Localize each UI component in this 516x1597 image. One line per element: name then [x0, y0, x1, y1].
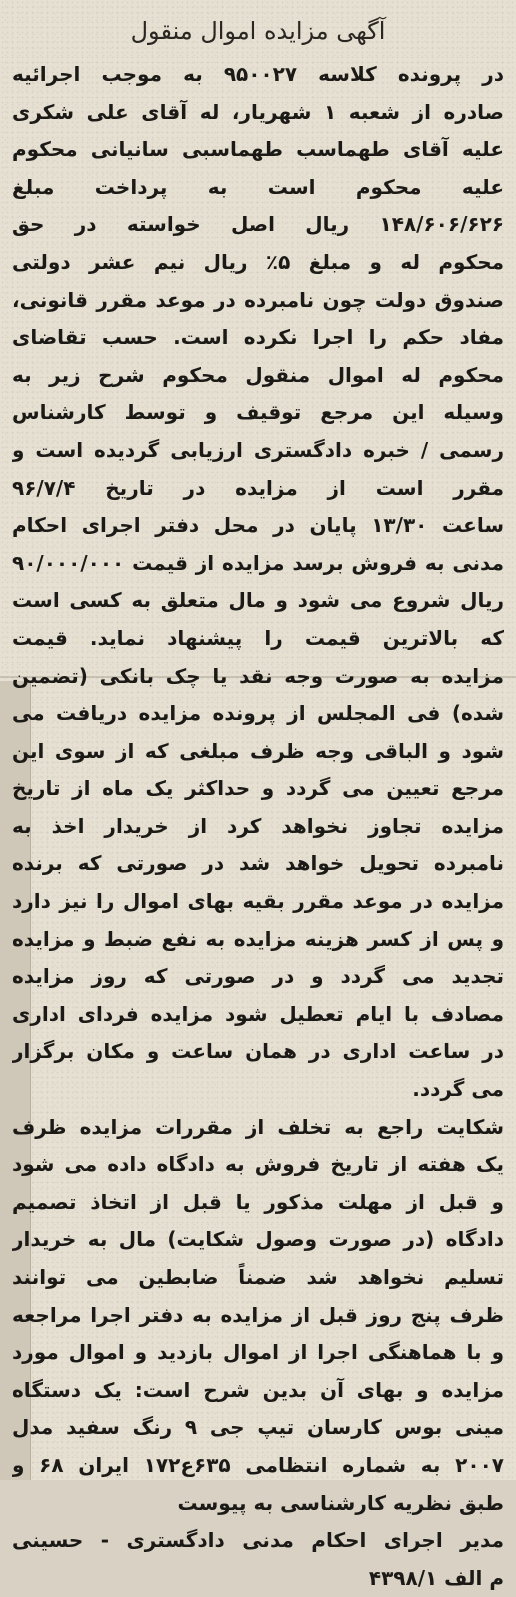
notice-line: در پرونده کلاسه ۹۵۰۰۲۷ به موجب اجرائیه [12, 62, 504, 86]
notice-line: دادگاه (در صورت وصول شکایت) مال به خریدار [12, 1227, 504, 1252]
notice-line: صندوق دولت چون نامبرده در موعد مقرر قانونی، [12, 287, 504, 312]
notice-line: و قبل از مهلت مذکور یا قبل از اتخاذ تصمیم [12, 1189, 504, 1214]
notice-line: می گردد. [412, 1077, 504, 1102]
notice-line: مزایده در موعد مقرر بقیه بهای اموال را نیز دارد [12, 889, 504, 914]
notice-title: آگهی مزایده اموال منقول [130, 17, 386, 45]
notice-line: در ساعت اداری در همان ساعت و مکان برگزار [12, 1039, 504, 1064]
notice-line: صادره از شعبه ۱ شهریار، له آقای علی شکری [12, 99, 504, 124]
notice-line: علیه محکوم است به پرداخت مبلغ [12, 174, 504, 199]
notice-line: رسمی / خبره دادگستری ارزیابی گردیده است و [12, 437, 504, 462]
notice-line: علیه آقای طهماسب طهماسبی سانیانی محکوم [12, 137, 504, 162]
notice-line: ۱۴۸/۶۰۶/۶۲۶ ریال اصل خواسته در حق [12, 212, 504, 237]
notice-reference-number: م الف ۴۳۹۸/۱ [368, 1565, 504, 1590]
notice-line: مزایده به صورت وجه نقد یا چک بانکی (تضمین [12, 663, 504, 688]
notice-signature: مدیر اجرای احکام مدنی دادگستری - حسینی [12, 1528, 504, 1553]
notice-line: مصادف با ایام تعطیل شود مزایده فردای اداری [12, 1001, 504, 1026]
notice-line: مقرر است از مزایده در تاریخ ۹۶/۷/۴ [12, 475, 504, 500]
notice-body [12, 56, 504, 1597]
notice-line: ظرف پنج روز قبل از مزایده به دفتر اجرا مراجعه [12, 1302, 504, 1327]
notice-line: و با هماهنگی اجرا از اموال بازدید و اموال مورد [12, 1340, 504, 1365]
notice-line: مزایده تجاوز نخواهد کرد از خریدار اخذ به [12, 813, 504, 838]
notice-line: مزایده و بهای آن بدین شرح است: یک دستگاه [12, 1377, 504, 1402]
notice-line: مدنی به فروش برسد مزایده از قیمت ۹۰/۰۰۰/۰۰۰ [12, 550, 504, 575]
notice-line: و پس از کسر هزینه مزایده به نفع ضبط و مزایده [12, 926, 504, 951]
notice-line: ساعت ۱۳/۳۰ پایان در محل دفتر اجرای احکام [12, 513, 504, 538]
notice-line: مرجع تعیین می گردد و حداکثر یک ماه از تاریخ [12, 776, 504, 801]
notice-line: شده) فی المجلس از پرونده مزایده دریافت می [12, 701, 504, 726]
notice-line: تسلیم نخواهد شد ضمناً ضابطین می توانند [12, 1265, 504, 1289]
notice-line: شکایت راجع به تخلف از مقررات مزایده ظرف [12, 1114, 504, 1139]
notice-line: محکوم له اموال منقول محکوم شرح زیر به [12, 362, 504, 387]
notice-line: طبق نظریه کارشناسی به پیوست [177, 1490, 504, 1515]
notice-line: مفاد حکم را اجرا نکرده است. حسب تقاضای [12, 325, 504, 350]
notice-line: تجدید می گردد و در صورتی که روز مزایده [12, 964, 504, 989]
notice-line: که بالاترین قیمت را پیشنهاد نماید. قیمت [12, 625, 504, 650]
notice-line: یک هفته از تاریخ فروش به دادگاه داده می شود [12, 1152, 504, 1177]
notice-line: ۲۰۰۷ به شماره انتظامی ۶۳۵ع۱۷۲ ایران ۶۸ و [12, 1452, 504, 1477]
notice-line: نامبرده تحویل خواهد شد در صورتی که برنده [12, 851, 504, 876]
notice-line: محکوم له و مبلغ ۵٪ ریال نیم عشر دولتی [12, 249, 504, 274]
notice-line: شود و الباقی وجه ظرف مبلغی که از سوی این [12, 738, 504, 763]
notice-line: ریال شروع می شود و مال متعلق به کسی است [12, 588, 504, 613]
notice-line: وسیله این مرجع توقیف و توسط کارشناس [12, 400, 504, 425]
notice-line: مینی بوس کارسان تیپ جی ۹ رنگ سفید مدل [12, 1415, 504, 1440]
